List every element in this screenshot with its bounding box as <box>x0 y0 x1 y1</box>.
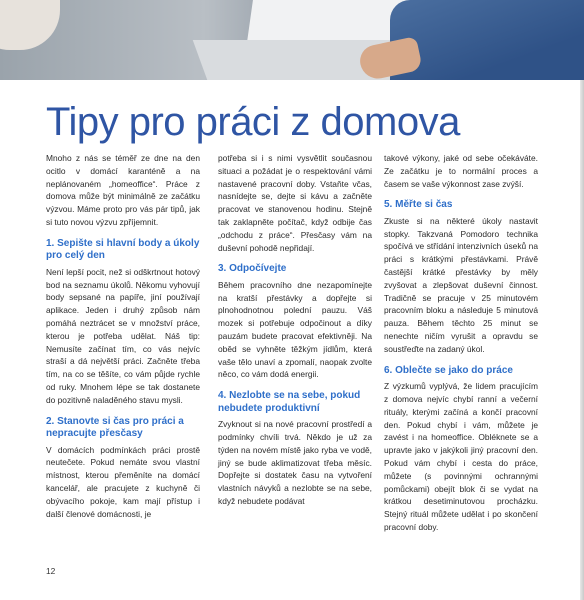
section-1-text: Není lepší pocit, než si odškrtnout hotový bod na seznamu úkolů. Někomu vyhovují body sepsané na papíře, jiní používají aplikace. Jeden i druhý způsob nám pomáhá neztrácet se v množství práce, kterou je potřeba udělat. Náš tip: Nemusíte začínat tím, co vás nejvíc straší a dá největší práci. Začněte třeba tím, na co se těšíte, co vám půjde rychle od ruky. Mnohem lépe se tak dostanete do pozitivně naladěného stavu mysli. <box>46 266 200 405</box>
page-number: 12 <box>46 566 56 576</box>
intro-paragraph: Mnoho z nás se téměř ze dne na den ocitlo v domácí karanténě a na neplánovaném „homeoffice“. Práce z domova může být minimálně ze začátku výzvou. Máme proto pro vás pár tipů, jak si tuto novou výzvu zpříjemnit. <box>46 153 200 227</box>
header-photo <box>0 0 584 80</box>
column-2 <box>218 152 372 508</box>
column-3 <box>384 152 538 534</box>
page-spine-shadow <box>580 80 584 600</box>
section-2-text-part2: potřeba si i s nimi vysvětlit současnou situaci a požádat je o respektování vámi nastavené pracovní doby. Vstaňte včas, nasnídejte se, dejte si kávu a začněte pracovat ve stanovenou hodinu. Stejně tak zaklapněte počítač, když odbije čas „odchodu z práce“. Přesčasy vám na duševní pohodě nepřidají. <box>218 153 372 253</box>
section-2-heading: 2. Stanovte si čas pro práci a nepracujte přesčasy <box>46 415 184 440</box>
section-3-text: Během pracovního dne nezapomínejte na kratší přestávky a dopřejte si plnohodnotnou polední pauzu. Váš mozek si potřebuje odpočinout a díky pauzám budete pracovat efektivněji. Na oběd se vyhněte těžkým jídlům, která vaše tělo unaví a zpomalí, naopak zvolte něco, co vám dodá energii. <box>218 279 372 380</box>
section-6-heading: 6. Oblečte se jako do práce <box>384 364 513 376</box>
section-4-text-part2: takové výkony, jaké od sebe očekáváte. Ze začátku je to normální proces a časem se vaše výkonnost zase zvýší. <box>384 153 538 189</box>
section-3-heading: 3. Odpočívejte <box>218 263 287 275</box>
section-5-heading: 5. Měřte si čas <box>384 199 453 211</box>
person-sleeve <box>390 0 584 80</box>
section-4-heading: 4. Nezlobte se na sebe, pokud nebudete produktivní <box>218 390 361 414</box>
section-2-text-part1: V domácích podmínkách práci prostě neutečete. Pokud nemáte svou vlastní místnost, kterou přeměníte na domácí kancelář, ale pracujete z kuchyně či obývacího pokoje, kam mají přístup i další členové domácnosti, je <box>46 444 200 519</box>
section-4-text-part1: Zvyknout si na nové pracovní prostředí a podmínky chvíli trvá. Někdo je už za týden na novém místě jako ryba ve vodě, jiný se bude aklimatizovat třeba měsíc. Dopřejte si dostatek času na vytvoření vlastních návyků a nezlobte se na sebe, když nebudete podávat <box>218 419 372 507</box>
section-5-text: Zkuste si na některé úkoly nastavit stopky. Takzvaná Pomodoro technika spočívá ve střídání intenzivních úseků na práci s krátkými přestávkami. Právě častější krátké přestávky by měly zvyšovat a zlepšovat duševní činnost. Tradičně se pracuje v 25 minutovém pracovním bloku a následuje 5 minutová pauza. Během těchto 25 minut se nenechte ničím vyrušit a opravdu se soustřeďte na zadaný úkol. <box>384 215 538 354</box>
column-1 <box>46 152 200 520</box>
section-6-text: Z výzkumů vyplývá, že lidem pracujícím z domova nejvíc chybí ranní a večerní rituály, kterými začíná a končí pracovní den. Pokud chybí i vám, můžete je zavést i na homeoffice. Obléknete se a upravte jako v jakýkoli jiný pracovní den. Pokud vám chybí i cesta do práce, můžete (s povinnými ochrannými pomůckami) obejít blok či se vydat na krátkou desetiminutovou procházku. Stejný rituál můžete udělat i po skončení pracovní doby. <box>384 381 538 532</box>
page-title: Tipy pro práci z domova <box>46 100 460 144</box>
section-1-heading: 1. Sepište si hlavní body a úkoly pro celý den <box>46 237 200 262</box>
